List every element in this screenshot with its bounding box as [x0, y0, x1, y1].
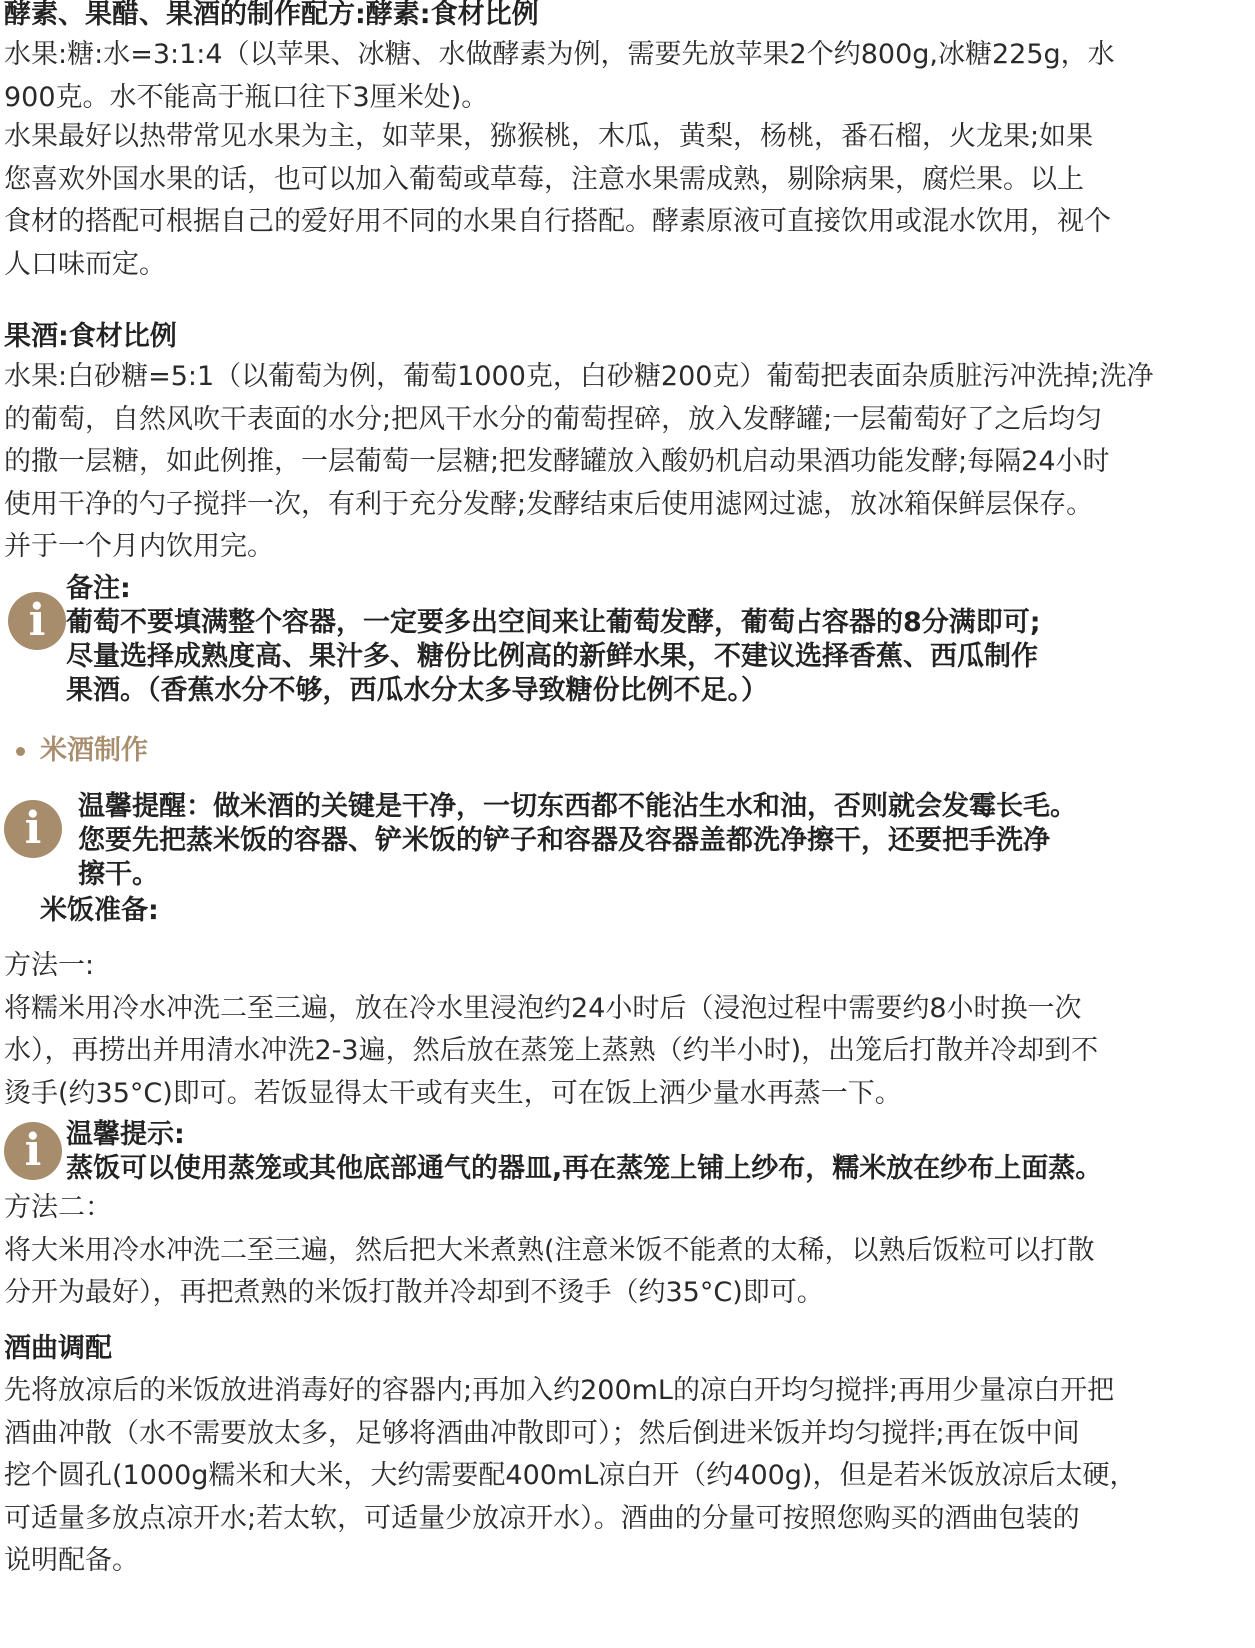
note-title: 备注: [66, 573, 131, 604]
paragraph-yeast [4, 1370, 1249, 1583]
info-icon: i [4, 1122, 62, 1180]
method-title: 方法二： [4, 1192, 112, 1223]
note-tip-text [66, 1118, 1102, 1186]
info-icon: i [8, 592, 66, 650]
text-line: 食材的搭配可根据自己的爱好用不同的水果自行搭配。酵素原液可直接饮用或混水饮用，视个 [4, 206, 1111, 237]
text-line: 水果最好以热带常见水果为主，如苹果，猕猴桃，木瓜，黄梨，杨桃，番石榴，火龙果;如果 [4, 121, 1094, 152]
text-line: 擦干。 [78, 859, 159, 890]
method-title: 方法一: [4, 950, 95, 981]
text-line: 900克。水不能高于瓶口往下3厘米处)。 [4, 81, 489, 113]
paragraph-enzyme-ratio [4, 34, 1249, 119]
note-reminder-text [78, 790, 1077, 892]
text-line: 将大米用冷水冲洗二至三遍，然后把大米煮熟(注意米饭不能煮的太稀，以熟后饭粒可以打散 [4, 1234, 1095, 1266]
text-line: 先将放凉后的米饭放进消毒好的容器内;再加入约200mL的凉白开均匀搅拌;再用少量凉白开把 [4, 1375, 1115, 1406]
text-line: 说明配备。 [4, 1545, 139, 1576]
text-line: 酒曲冲散（水不需要放太多，足够将酒曲冲散即可）；然后倒进米饭并均匀搅拌;再在饭中间 [4, 1417, 1080, 1449]
text-line: 分开为最好），再把煮熟的米饭打散并冷却到不烫手（约35°C)即可。 [4, 1277, 824, 1308]
text-line: 温馨提醒：做米酒的关键是干净，一切东西都不能沾生水和油，否则就会发霉长毛。 [78, 791, 1077, 822]
text-line: 葡萄不要填满整个容器，一定要多出空间来让葡萄发酵，葡萄占容器的8分满即可; [66, 607, 1041, 638]
text-line: 烫手(约35°C)即可。若饭显得太干或有夹生，可在饭上洒少量水再蒸一下。 [4, 1077, 902, 1109]
note-title: 温馨提示: [66, 1119, 185, 1150]
text-line: 水），再捞出并用清水冲洗2-3遍，然后放在蒸笼上蒸熟（约半小时)，出笼后打散并冷却到不 [4, 1035, 1099, 1066]
section-title-yeast: 酒曲调配 [4, 1333, 112, 1364]
paragraph-enzyme-fruits [4, 116, 1249, 286]
text-line: 水果:白砂糖=5:1（以葡萄为例，葡萄1000克，白砂糖200克）葡萄把表面杂质脏污冲洗掉;洗净 [4, 361, 1154, 392]
subheading-rice-preparation: 米饭准备: [40, 895, 159, 926]
bullet-dot [16, 747, 25, 756]
section-title-fruit-wine: 果酒:食材比例 [4, 321, 177, 352]
text-line: 的撒一层糖，如此例推，一层葡萄一层糖;把发酵罐放入酸奶机启动果酒功能发酵;每隔24小时 [4, 446, 1110, 477]
method-one [4, 945, 1249, 1115]
method-two [4, 1187, 1249, 1315]
bullet-label: 米酒制作 [40, 735, 148, 766]
text-line: 人口味而定。 [4, 248, 166, 280]
text-line: 使用干净的勺子搅拌一次，有利于充分发酵;发酵结束后使用滤网过滤，放冰箱保鲜层保存。 [4, 488, 1094, 520]
text-line: 的葡萄，自然风吹干表面的水分;把风干水分的葡萄捏碎，放入发酵罐;一层葡萄好了之后均匀 [4, 403, 1103, 435]
text-line: 并于一个月内饮用完。 [4, 531, 274, 562]
text-line: 蒸饭可以使用蒸笼或其他底部通气的器皿,再在蒸笼上铺上纱布，糯米放在纱布上面蒸。 [66, 1153, 1103, 1184]
text-line: 果酒。（香蕉水分不够，西瓜水分太多导致糖份比例不足。） [66, 675, 768, 706]
text-line: 将糯米用冷水冲洗二至三遍，放在冷水里浸泡约24小时后（浸泡过程中需要约8小时换一次 [4, 992, 1082, 1024]
section-title-enzyme: 酵素、果醋、果酒的制作配方:酵素:食材比例 [4, 0, 539, 30]
text-line: 挖个圆孔(1000g糯米和大米，大约需要配400mL凉白开（约400g)，但是若米饭放凉后太硬， [4, 1460, 1137, 1491]
text-line: 可适量多放点凉开水;若太软，可适量少放凉开水）。酒曲的分量可按照您购买的酒曲包装的 [4, 1502, 1080, 1534]
text-line: 您喜欢外国水果的话，也可以加入葡萄或草莓，注意水果需成熟，剔除病果，腐烂果。以上 [4, 163, 1084, 195]
text-line: 水果:糖:水=3:1:4（以苹果、冰糖、水做酵素为例，需要先放苹果2个约800g,冰糖225g，水 [4, 39, 1115, 70]
text-line: 尽量选择成熟度高、果汁多、糖份比例高的新鲜水果，不建议选择香蕉、西瓜制作 [66, 641, 1038, 672]
note-remark-text [66, 572, 1041, 708]
text-line: 您要先把蒸米饭的容器、铲米饭的铲子和容器及容器盖都洗净擦干，还要把手洗净 [78, 825, 1050, 856]
info-icon: i [4, 800, 62, 858]
paragraph-fruit-wine [4, 356, 1249, 569]
